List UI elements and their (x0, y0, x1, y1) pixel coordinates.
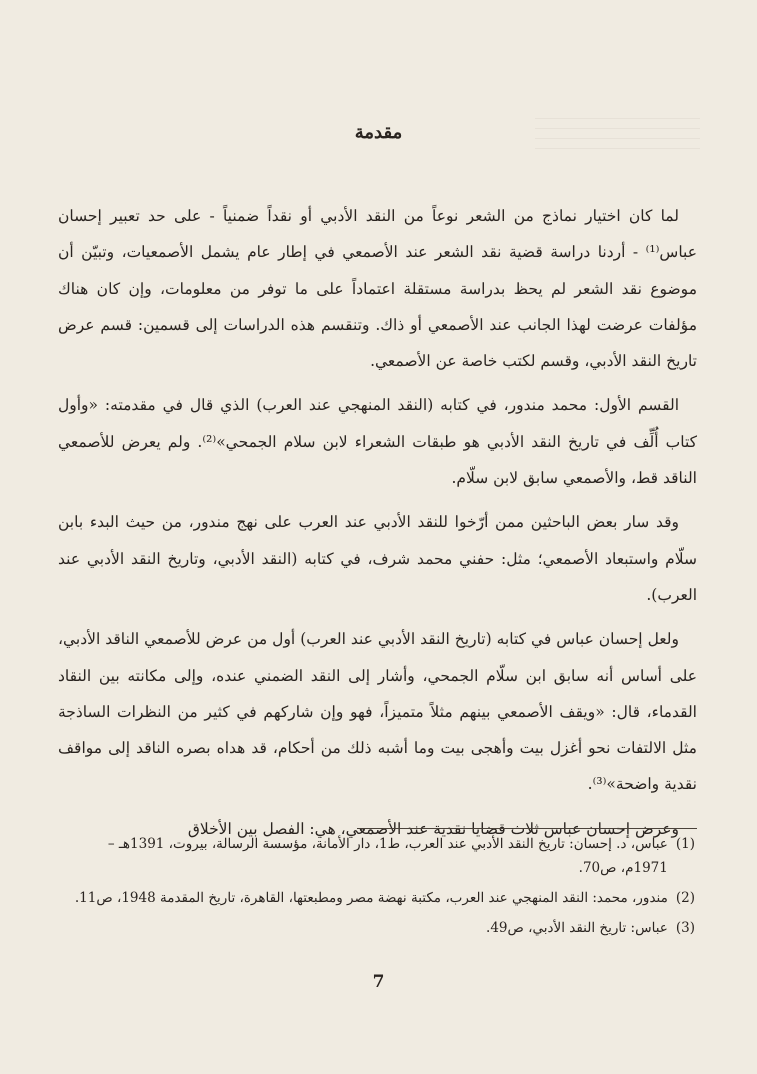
footnote (58, 886, 695, 910)
footnote (58, 832, 695, 880)
footnotes (58, 832, 695, 946)
paragraph: وقد سار بعض الباحثين ممن أرّخوا للنقد الأدبي عند العرب على نهج مندور، من حيث البدء بابن سلّام واستبعاد الأصمعي؛ مثل: حفني محمد شرف، في كتابه (النقد الأدبي، وتاريخ النقد الأدبي عند العرب). (58, 513, 697, 604)
footnote-number: (1) (675, 836, 695, 852)
footnote-divider (357, 828, 697, 829)
main-text (58, 198, 697, 855)
footnote (58, 916, 695, 940)
paragraph: القسم الأول: محمد مندور، في كتابه (النقد المنهجي عند العرب) الذي قال في مقدمته: «وأول كتاب أُلِّف في تاريخ النقد الأدبي هو طبقات الشعراء لابن سلام الجمحي»⁽²⁾. ولم يعرض للأصمعي الناقد قط، والأصمعي سابق لابن سلّام. (58, 396, 697, 488)
footnote-text: عباس: تاريخ النقد الأدبي، ص49. (486, 920, 668, 936)
page-title: مقدمة (354, 122, 403, 143)
footnote-text: عباس، د. إحسان: تاريخ النقد الأدبي عند العرب، ط1، دار الأمانة، مؤسسة الرسالة، بيروت، 1391هـ – 1971م، ص70. (107, 836, 668, 876)
paragraph: وعرض إحسان عباس ثلاث قضايا نقدية عند الأصمعي، هي: الفصل بين الأخلاق (187, 819, 679, 838)
paragraph: ولعل إحسان عباس في كتابه (تاريخ النقد الأدبي عند العرب) أول من عرض للأصمعي الناقد الأدبي، على أساس أنه سابق ابن سلّام الجمحي، وأشار إلى النقد الضمني عنده، وإلى مكانته بين النقاد القدماء، قال: «ويقف الأصمعي بينهم مثلاً متميزاً، فهو وإن شاركهم في كثير من النظرات الساذجة مثل الالتفات نحو أغزل بيت وأهجى بيت وما أشبه ذلك من أحكام، قد هداه بصره الناقد إلى مواقف نقدية واضحة»⁽³⁾. (58, 630, 697, 794)
footnote-number: (2) (675, 890, 695, 906)
footnote-number: (3) (675, 920, 695, 936)
footnote-text: مندور، محمد: النقد المنهجي عند العرب، مكتبة نهضة مصر ومطبعتها، القاهرة، تاريخ المقدمة 1948، ص11. (74, 890, 668, 906)
paragraph: لما كان اختيار نماذج من الشعر نوعاً من النقد الأدبي أو نقداً ضمنياً - على حد تعبير إحسان عباس⁽¹⁾ - أردنا دراسة قضية نقد الشعر عند الأصمعي في إطار عام يشمل الأصمعيات، وتبيّن أن موضوع نقد الشعر لم يحظ بدراسة مستقلة اعتماداً على ما توفر من معلومات، وإن كان هناك مؤلفات عرضت لهذا الجانب عند الأصمعي أو ذاك. وتنقسم هذه الدراسات إلى قسمين: قسم عرض تاريخ النقد الأدبي، وقسم لكتب خاصة عن الأصمعي. (58, 207, 697, 371)
page-number: 7 (372, 972, 385, 992)
